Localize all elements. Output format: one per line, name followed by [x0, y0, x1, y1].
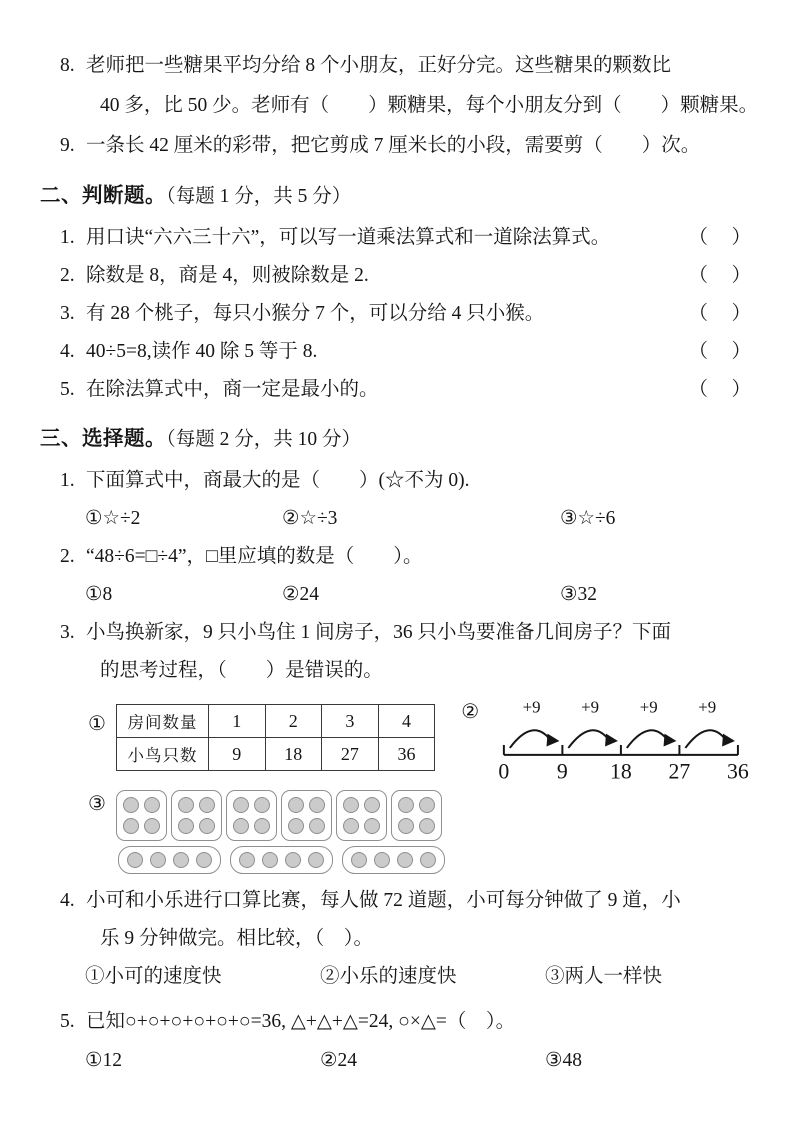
choice-q5-options	[85, 1042, 755, 1080]
dot	[364, 818, 380, 834]
choice-q2-text: “48÷6=□÷4”，□里应填的数是（ ）。	[86, 546, 423, 567]
step-label: +9	[698, 698, 717, 717]
question-9-number: 9.	[60, 135, 75, 156]
section-judge-heading	[40, 174, 755, 219]
step-label: +9	[522, 698, 541, 717]
tick-label: 0	[498, 759, 510, 784]
judge-item-5	[60, 371, 755, 409]
table-cell: 小鸟只数	[116, 738, 208, 771]
diagram-3-label: ③	[88, 793, 106, 815]
question-8-text: 老师把一些糖果平均分给 8 个小朋友，正好分完。这些糖果的颗数比	[86, 55, 672, 76]
choice-q2	[60, 538, 755, 576]
judge-item-text: 用口诀“六六三十六”，可以写一道乘法算式和一道除法算式。	[86, 227, 611, 248]
dot	[419, 818, 435, 834]
choice-q4-line-2: 乐 9 分钟做完。相比较，（ ）。	[100, 928, 374, 949]
dot-group	[281, 790, 332, 841]
table-cell: 9	[209, 738, 265, 771]
judge-answer-blank: （ ）	[688, 379, 753, 400]
choice-q1	[60, 462, 755, 500]
option-2: ②小乐的速度快	[320, 966, 457, 987]
question-8-line-1	[60, 46, 755, 86]
judge-answer-blank: （ ）	[688, 227, 753, 248]
section-judge-title: 二、判断题。	[40, 185, 166, 207]
table-row	[116, 738, 434, 771]
choice-q5	[60, 1002, 755, 1042]
dot	[343, 797, 359, 813]
tick-label: 36	[727, 759, 750, 784]
choice-q5-number: 5.	[60, 1011, 75, 1032]
arrow-arc	[627, 730, 668, 748]
arrow-head-icon	[722, 734, 735, 747]
arrow-head-icon	[605, 734, 618, 747]
option-3: ③48	[545, 1050, 582, 1071]
dot	[150, 852, 166, 868]
dot	[173, 852, 189, 868]
judge-item-number: 3.	[60, 303, 75, 324]
option-1: ①8	[85, 584, 113, 605]
dot-group	[336, 790, 387, 841]
judge-item-text: 有 28 个桃子，每只小猴分 7 个，可以分给 4 只小猴。	[86, 303, 545, 324]
choice-q2-number: 2.	[60, 546, 75, 567]
dot-group	[226, 790, 277, 841]
choice-q4-text: 小可和小乐进行口算比赛，每人做 72 道题，小可每分钟做了 9 道，小	[86, 890, 681, 911]
dot-group	[116, 790, 167, 841]
table-cell: 2	[265, 705, 322, 738]
dot	[398, 818, 414, 834]
dot	[309, 797, 325, 813]
option-2: ②24	[320, 1050, 357, 1071]
dot-group	[118, 846, 221, 874]
judge-answer-blank: （ ）	[688, 265, 753, 286]
judge-item-number: 1.	[60, 227, 75, 248]
dot	[199, 797, 215, 813]
dot	[233, 818, 249, 834]
option-2: ②☆÷3	[282, 508, 338, 529]
dot	[178, 818, 194, 834]
judge-item-text: 除数是 8，商是 4，则被除数是 2.	[86, 265, 369, 286]
arrow-arc	[686, 730, 727, 748]
dot	[398, 797, 414, 813]
section-judge-note: （每题 1 分，共 5 分）	[166, 186, 352, 207]
judge-item-3	[60, 295, 755, 333]
choice-q3-number: 3.	[60, 622, 75, 643]
step-label: +9	[639, 698, 658, 717]
option-3: ③两人一样快	[545, 966, 663, 987]
choice-q4-options	[85, 958, 755, 996]
dot	[420, 852, 436, 868]
dot	[254, 797, 270, 813]
judge-item-number: 4.	[60, 341, 75, 362]
dot	[233, 797, 249, 813]
judge-item-text: 40÷5=8,读作 40 除 5 等于 8.	[86, 341, 318, 362]
choice-q3-line-1	[60, 614, 755, 652]
dot	[239, 852, 255, 868]
dot-group	[230, 846, 333, 874]
table-cell: 3	[322, 705, 379, 738]
dot-group	[391, 790, 442, 841]
judge-answer-blank: （ ）	[688, 303, 753, 324]
table-cell: 房间数量	[116, 705, 208, 738]
dot	[364, 797, 380, 813]
option-1: ①小可的速度快	[85, 966, 222, 987]
dot-groups-bottom	[118, 846, 445, 874]
table-cell: 36	[378, 738, 435, 771]
table-cell: 1	[209, 705, 265, 738]
dot	[288, 797, 304, 813]
dot	[374, 852, 390, 868]
diagram-1-label: ①	[88, 713, 106, 735]
dot	[123, 818, 139, 834]
choice-q5-text: 已知○+○+○+○+○+○=36, △+△+△=24, ○×△=（ ）。	[86, 1011, 516, 1032]
choice-q4-line-1	[60, 882, 755, 920]
choice-q3-line-2: 的思考过程，（ ）是错误的。	[100, 660, 383, 681]
dot	[199, 818, 215, 834]
choice-q2-options	[85, 576, 755, 614]
choice-q3-text: 小鸟换新家，9 只小鸟住 1 间房子，36 只小鸟要准备几间房子？下面	[86, 622, 672, 643]
step-label: +9	[581, 698, 600, 717]
option-1: ①12	[85, 1050, 122, 1071]
choice-q1-text: 下面算式中，商最大的是（ ）(☆不为 0).	[86, 470, 470, 491]
judge-item-number: 5.	[60, 379, 75, 400]
arrow-head-icon	[547, 734, 560, 747]
dot	[127, 852, 143, 868]
dot	[351, 852, 367, 868]
table-cell: 27	[322, 738, 379, 771]
table-row	[116, 705, 434, 738]
diagram-2-label: ②	[461, 701, 480, 723]
option-3: ③32	[560, 584, 597, 605]
dot	[144, 818, 160, 834]
question-9	[60, 126, 755, 166]
q3-dots-row	[88, 790, 755, 874]
question-8-line-2: 40 多，比 50 少。老师有（ ）颗糖果，每个小朋友分到（ ）颗糖果。	[100, 95, 759, 116]
section-choice-heading	[40, 417, 755, 462]
dot	[288, 818, 304, 834]
dot-group	[171, 790, 222, 841]
judge-item-1	[60, 219, 755, 257]
dot	[123, 797, 139, 813]
judge-item-text: 在除法算式中，商一定是最小的。	[86, 379, 379, 400]
tick-label: 9	[557, 759, 569, 784]
section-choice-note: （每题 2 分，共 10 分）	[166, 429, 362, 450]
dot	[343, 818, 359, 834]
dot	[419, 797, 435, 813]
dot-diagram	[116, 790, 445, 874]
option-3: ③☆÷6	[560, 508, 616, 529]
dot	[254, 818, 270, 834]
section-choice-title: 三、选择题。	[40, 428, 166, 450]
dot	[178, 797, 194, 813]
choice-q4-number: 4.	[60, 890, 75, 911]
option-1: ①☆÷2	[85, 508, 141, 529]
choice-q1-number: 1.	[60, 470, 75, 491]
question-8-number: 8.	[60, 55, 75, 76]
rooms-birds-table	[116, 704, 435, 771]
dot	[309, 818, 325, 834]
tick-label: 27	[668, 759, 691, 784]
arrow-head-icon	[664, 734, 677, 747]
question-9-text: 一条长 42 厘米的彩带，把它剪成 7 厘米长的小段，需要剪（ ）次。	[86, 135, 701, 156]
dot	[285, 852, 301, 868]
judge-item-4	[60, 333, 755, 371]
dot	[144, 797, 160, 813]
table-cell: 18	[265, 738, 322, 771]
q3-diagrams-row	[88, 698, 755, 786]
number-line-diagram	[489, 698, 755, 786]
dot	[397, 852, 413, 868]
dot	[262, 852, 278, 868]
option-2: ②24	[282, 584, 319, 605]
judge-item-number: 2.	[60, 265, 75, 286]
dot	[196, 852, 212, 868]
arrow-arc	[569, 730, 610, 748]
dot-group	[342, 846, 445, 874]
table-cell: 4	[378, 705, 435, 738]
tick-label: 18	[610, 759, 633, 784]
dot-groups-top	[116, 790, 445, 841]
judge-item-2	[60, 257, 755, 295]
arrow-arc	[510, 730, 551, 748]
judge-answer-blank: （ ）	[688, 341, 753, 362]
dot	[308, 852, 324, 868]
choice-q1-options	[85, 500, 755, 538]
